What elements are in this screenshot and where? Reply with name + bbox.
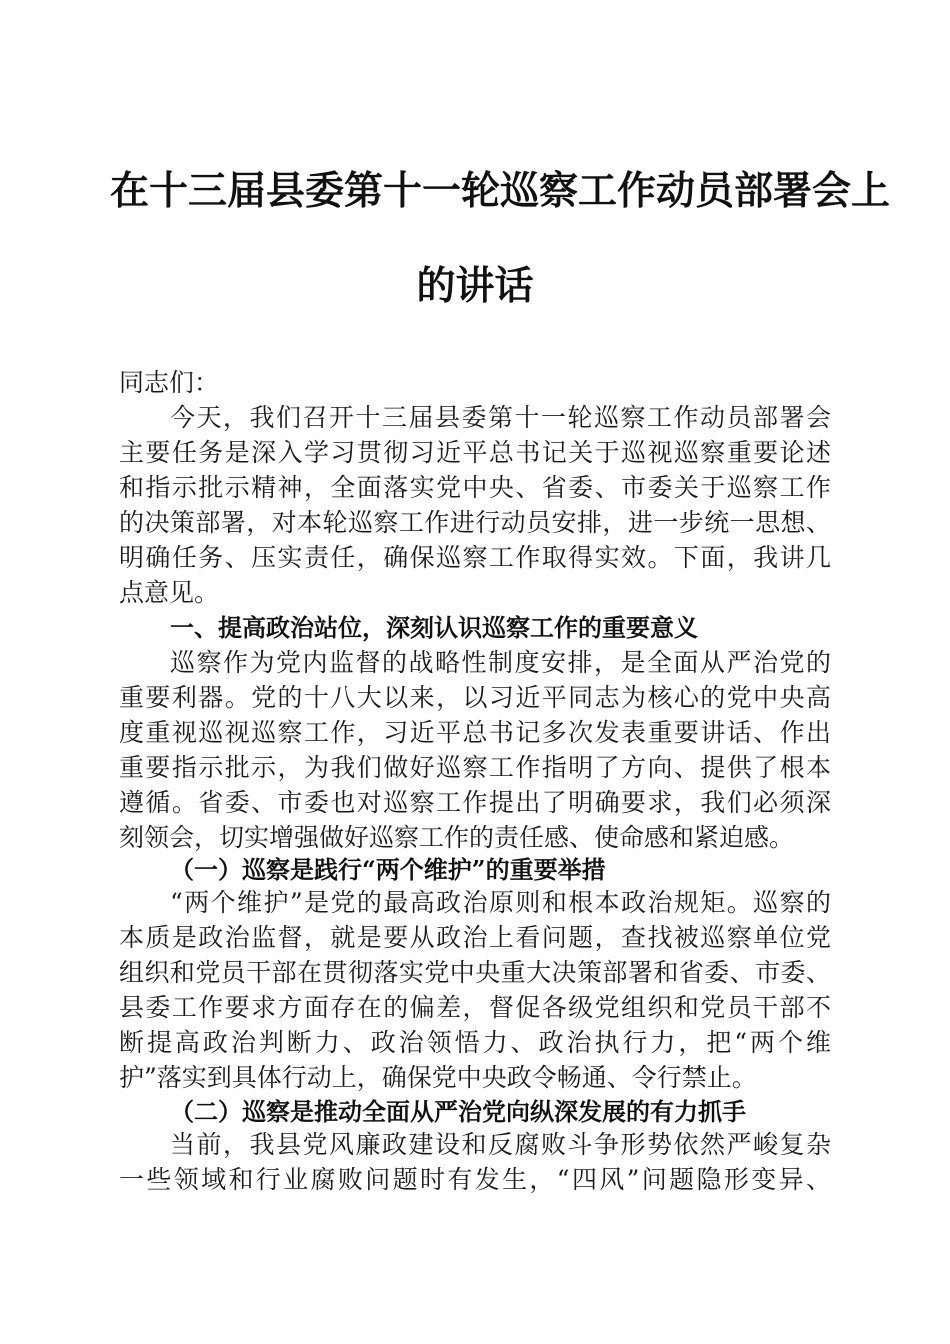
- section-1-line: 重要指示批示，为我们做好巡察工作指明了方向、提供了根本: [119, 753, 831, 782]
- subsection-2-line: 一些领域和行业腐败问题时有发生，“四风”问题隐形变异、: [119, 1165, 831, 1194]
- intro-line: 的决策部署，对本轮巡察工作进行动员安排，进一步统一思想、: [119, 508, 831, 537]
- document-title-line-1: 在十三届县委第十一轮巡察工作动员部署会上: [110, 168, 891, 214]
- document-title-line-2: 的讲话: [416, 263, 534, 309]
- subsection-1-line: 护”落实到具体行动上，确保党中央政令畅通、令行禁止。: [119, 1063, 757, 1092]
- section-1-line: 遵循。省委、市委也对巡察工作提出了明确要求，我们必须深: [119, 788, 831, 817]
- subsection-2-line: 当前，我县党风廉政建设和反腐败斗争形势依然严峻复杂: [170, 1130, 831, 1159]
- subsection-1-heading: （一）巡察是践行“两个维护”的重要举措: [170, 855, 606, 884]
- subsection-1-line: 断提高政治判断力、政治领悟力、政治执行力，把“两个维: [119, 1028, 831, 1057]
- intro-line: 明确任务、压实责任，确保巡察工作取得实效。下面，我讲几: [119, 543, 831, 572]
- section-1-heading: 一、提高政治站位，深刻认识巡察工作的重要意义: [170, 614, 698, 642]
- section-1-line: 刻领会，切实增强做好巡察工作的责任感、使命感和紧迫感。: [119, 823, 795, 852]
- subsection-1-line: 本质是政治监督，就是要从政治上看问题，查找被巡察单位党: [119, 923, 831, 952]
- section-1-line: 巡察作为党内监督的战略性制度安排，是全面从严治党的: [170, 648, 831, 677]
- intro-line: 今天，我们召开十三届县委第十一轮巡察工作动员部署会: [170, 403, 831, 432]
- subsection-1-line: “两个维护”是党的最高政治原则和根本政治规矩。巡察的: [170, 888, 831, 917]
- subsection-1-line: 县委工作要求方面存在的偏差，督促各级党组织和党员干部不: [119, 993, 831, 1022]
- intro-line: 点意见。: [119, 578, 220, 607]
- subsection-1-line: 组织和党员干部在贯彻落实党中央重大决策部署和省委、市委、: [119, 958, 831, 987]
- section-1-line: 重要利器。党的十八大以来，以习近平同志为核心的党中央高: [119, 683, 831, 712]
- intro-line: 和指示批示精神，全面落实党中央、省委、市委关于巡察工作: [119, 473, 831, 502]
- subsection-2-heading: （二）巡察是推动全面从严治党向纵深发展的有力抓手: [170, 1097, 746, 1126]
- section-1-line: 度重视巡视巡察工作，习近平总书记多次发表重要讲话、作出: [119, 718, 831, 747]
- salutation: 同志们：: [119, 368, 220, 397]
- intro-line: 主要任务是深入学习贯彻习近平总书记关于巡视巡察重要论述: [119, 438, 831, 467]
